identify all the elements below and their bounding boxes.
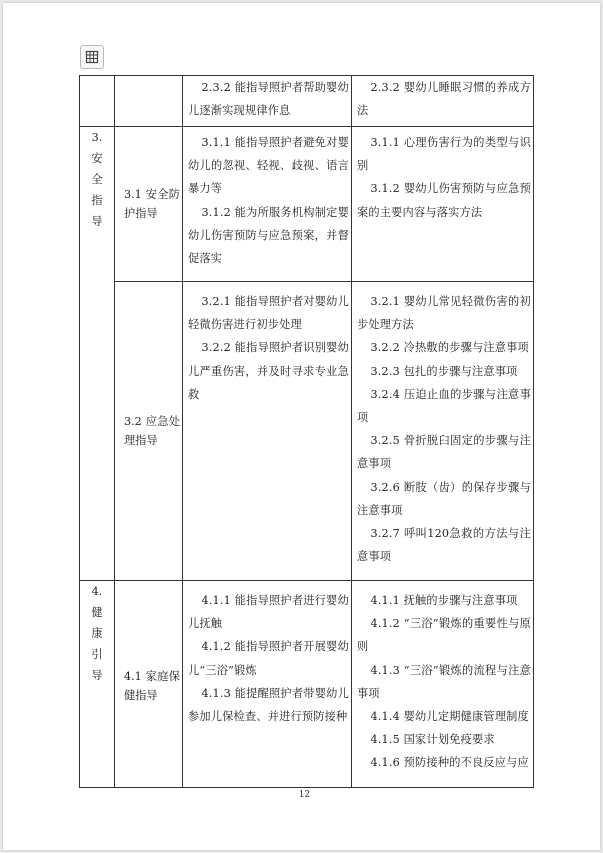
skill-item: 2.3.2 能指导照护者帮助婴幼儿逐渐实现规律作息 [188,81,349,118]
table-row [80,581,534,788]
subsection-label: 4.1 家庭保健指导 [124,670,180,702]
skill-item: 4.1.2 能指导照护者开展婴幼儿“三浴”锻炼 [188,640,349,677]
knowledge-item: 3.2.5 骨折脱臼固定的步骤与注意事项 [357,434,531,471]
knowledge-item: 4.1.1 抚触的步骤与注意事项 [370,594,518,607]
knowledge-item: 4.1.2 “三浴”锻炼的重要性与原则 [357,617,531,654]
knowledge-item: 3.2.3 包扎的步骤与注意事项 [370,364,518,378]
table-grid-icon[interactable] [80,45,104,69]
knowledge-item: 3.2.6 断肢（齿）的保存步骤与注意事项 [357,480,531,517]
knowledge-item: 3.2.4 压迫止血的步骤与注意事项 [357,387,531,425]
knowledge-item: 3.2.7 呼叫120急救的方法与注意事项 [357,527,531,564]
section-label-char: 导 [91,669,103,682]
table-row [80,127,534,282]
knowledge-item: 3.1.2 婴幼儿伤害预防与应急预案的主要内容与落实方法 [357,182,531,219]
knowledge-cell [352,282,534,581]
knowledge-item: 4.1.3 “三浴”锻炼的流程与注意事项 [357,663,531,700]
knowledge-item: 4.1.4 婴幼儿定期健康管理制度 [370,710,529,724]
section-cell [80,127,115,581]
skill-item: 3.2.2 能指导照护者识别婴幼儿严重伤害，并及时寻求专业急救 [188,341,349,401]
skill-cell [183,282,352,581]
section-cell [80,581,115,788]
section-label-char: 4. [91,585,103,598]
section-label-char: 康 [91,627,103,640]
table-grid-icon-glyph [85,50,99,64]
section-label-health [80,581,114,686]
knowledge-item: 3.2.1 婴幼儿常见轻微伤害的初步处理方法 [357,295,531,332]
skill-cell [183,127,352,282]
section-label-safety [80,127,114,232]
skill-cell [183,76,352,127]
table-row [80,76,534,127]
knowledge-cell [352,127,534,282]
section-label-char: 健 [91,606,103,619]
section-label-char: 引 [91,648,103,661]
knowledge-item: 3.2.2 冷热敷的步骤与注意事项 [370,341,529,355]
page-number: 12 [298,790,311,800]
section-label-char: 指 [91,194,103,207]
knowledge-cell [352,76,534,127]
knowledge-cell [352,581,534,788]
section-label-char: 导 [91,215,103,228]
skill-item: 3.1.2 能为所服务机构制定婴幼儿伤害预防与应急预案，并督促落实 [188,205,349,266]
skill-item: 3.2.1 能指导照护者对婴幼儿轻微伤害进行初步处理 [188,295,349,332]
subsection-cell [115,282,183,581]
document-page [3,3,600,850]
subsection-label: 3.2 应急处理指导 [124,415,180,447]
subsection-cell [115,127,183,282]
table-row [80,282,534,581]
knowledge-item: 2.3.2 婴幼儿睡眠习惯的养成方法 [357,81,531,118]
subsection-cell [115,76,183,127]
section-label-char: 3. [91,131,103,144]
subsection-label: 3.1 安全防护指导 [124,188,180,220]
skill-item: 3.1.1 能指导照护者避免对婴幼儿的忽视、轻视、歧视、语言暴力等 [188,136,349,196]
knowledge-item: 3.1.1 心理伤害行为的类型与识别 [357,136,531,173]
section-label-char: 安 [91,152,103,165]
section-label-char: 全 [91,173,103,186]
skill-item: 4.1.1 能指导照护者进行婴幼儿抚触 [188,594,349,631]
subsection-cell [115,581,183,788]
knowledge-item: 4.1.6 预防接种的不良反应与应 [370,756,529,770]
skill-item: 4.1.3 能提醒照护者带婴幼儿参加儿保检查、并进行预防接种 [188,686,349,724]
knowledge-item: 4.1.5 国家计划免疫要求 [370,733,495,747]
skill-cell [183,581,352,788]
section-cell [80,76,115,127]
training-content-table [79,75,534,788]
